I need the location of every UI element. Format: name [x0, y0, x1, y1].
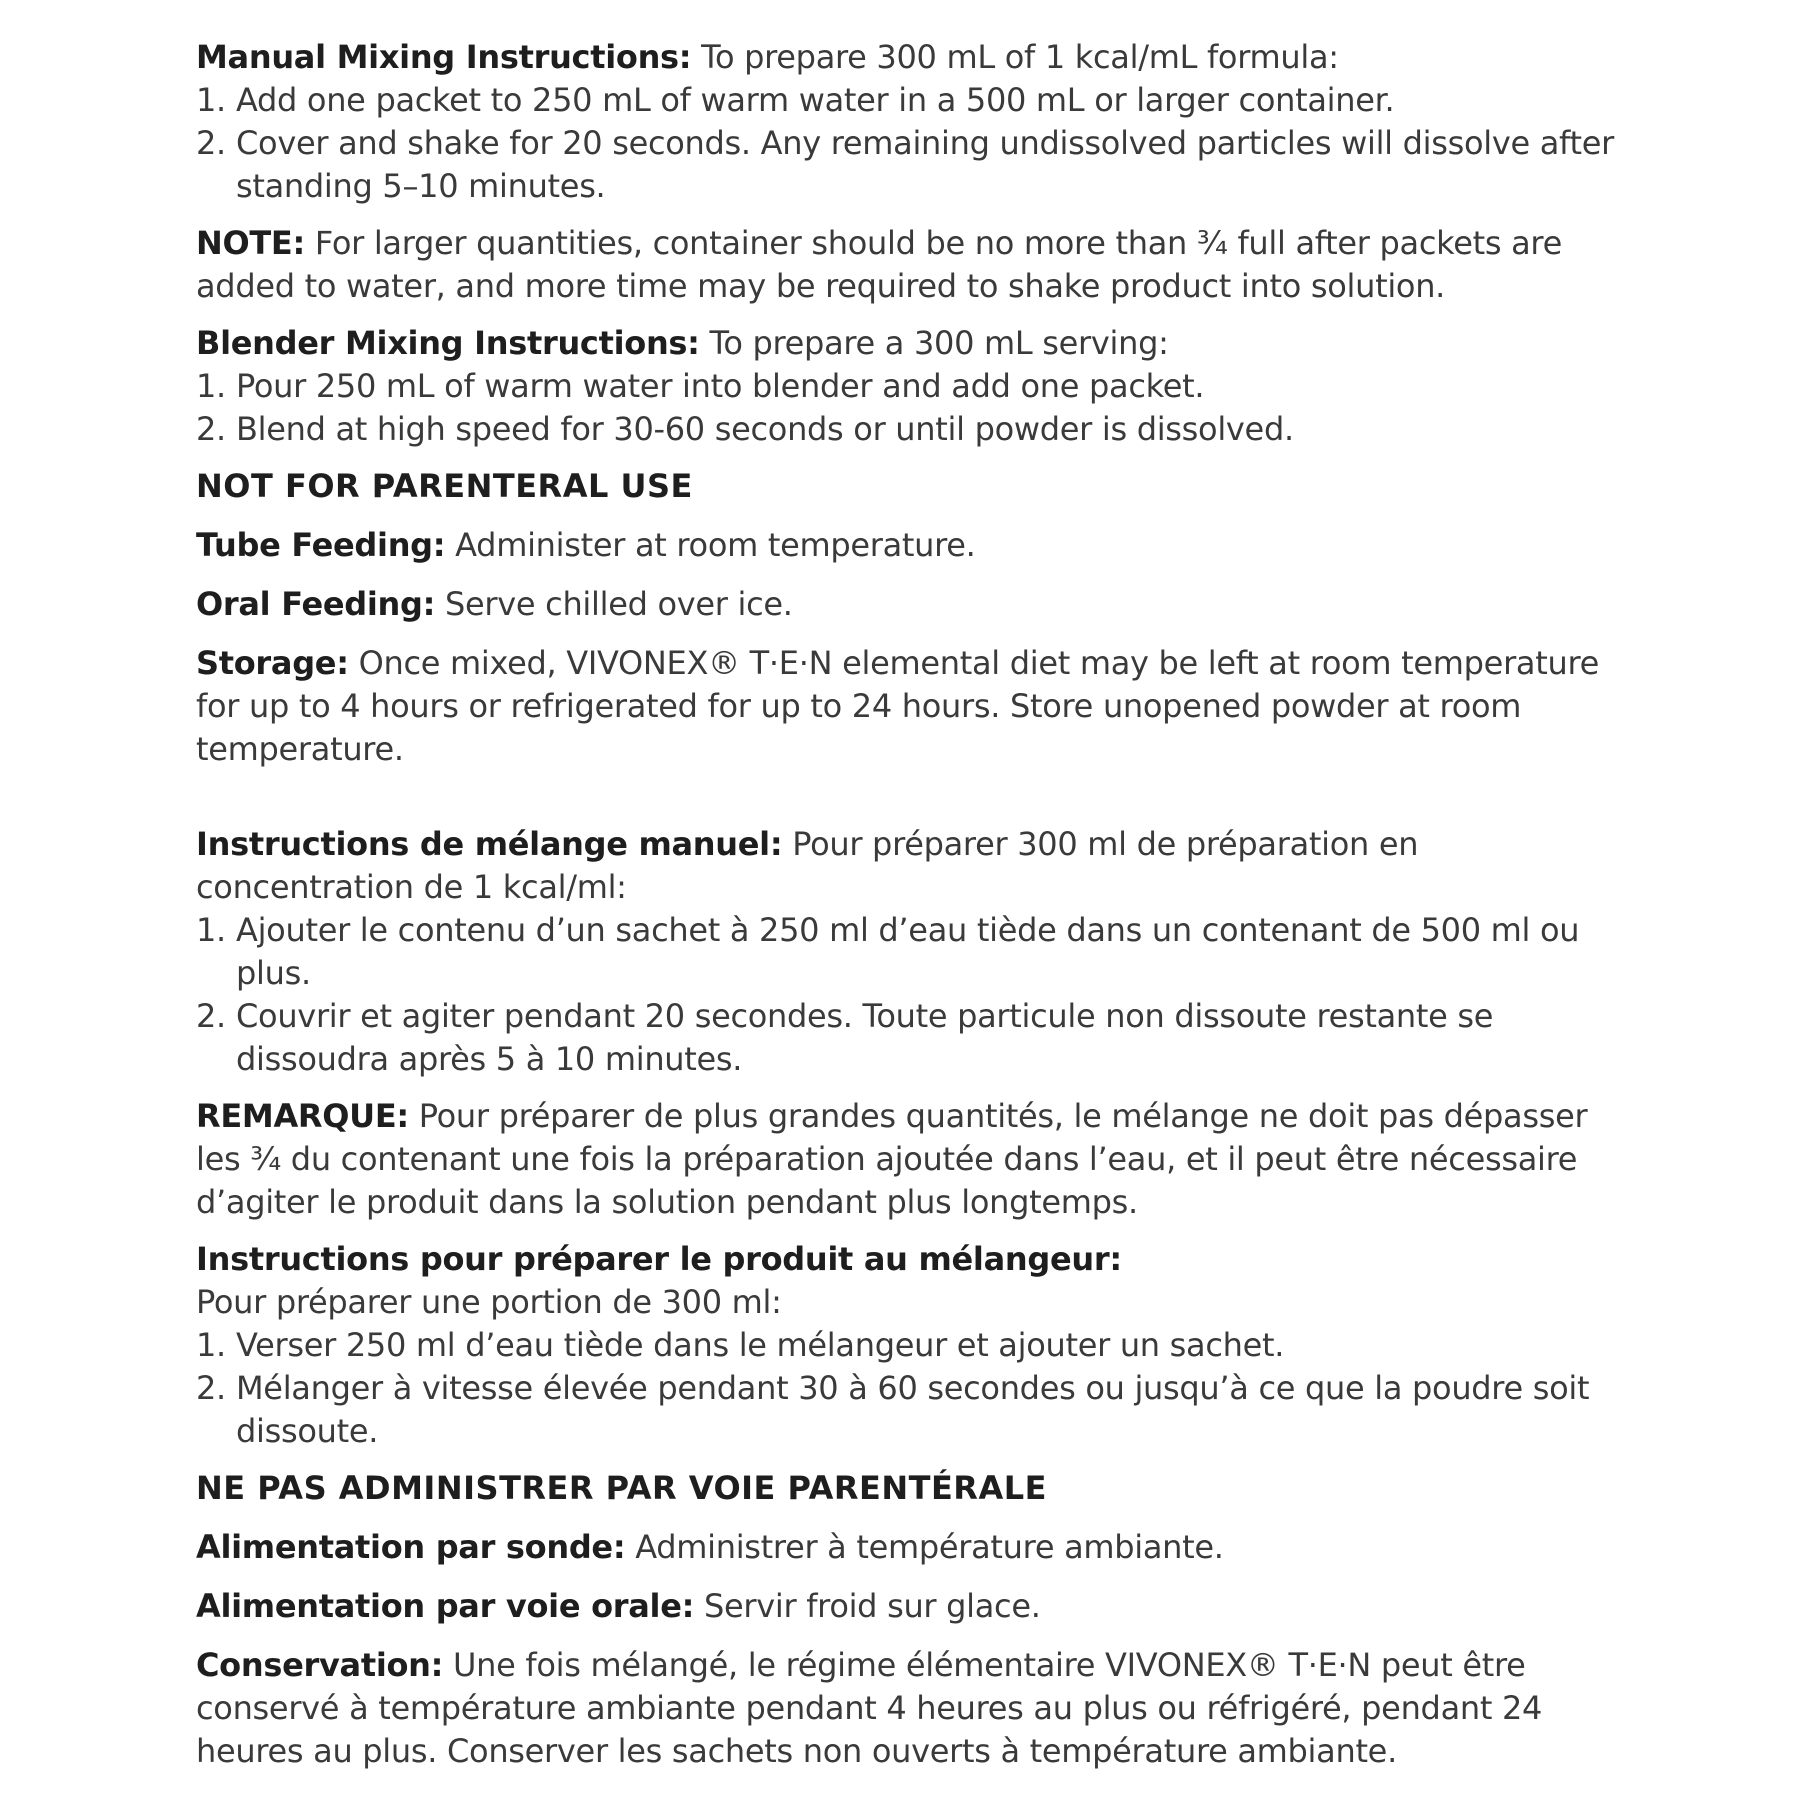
fr-manual-mixing-paragraph — [196, 823, 1636, 909]
instructions-document — [196, 36, 1636, 1773]
list-item — [196, 1367, 1636, 1453]
parenteral-warning: NOT FOR PARENTERAL USE — [196, 467, 693, 505]
list-item — [196, 909, 1636, 995]
step-text: Blend at high speed for 30-60 seconds or until powder is dissolved. — [236, 410, 1294, 448]
oral-feeding-text: Serve chilled over ice. — [435, 585, 793, 623]
fr-blender-mixing-steps — [196, 1324, 1636, 1453]
step-number: 1. — [196, 911, 226, 949]
step-text: Mélanger à vitesse élevée pendant 30 à 60 secondes ou jusqu’à ce que la poudre soit dissoute. — [236, 1369, 1590, 1450]
fr-parenteral-warning: NE PAS ADMINISTRER PAR VOIE PARENTÉRALE — [196, 1469, 1047, 1507]
fr-manual-mixing-intro: Pour préparer 300 ml de préparation en concentration de 1 kcal/ml: — [196, 825, 1419, 906]
note-text: For larger quantities, container should be no more than ¾ full after packets are added to water, and more time may be required to shake product into solution. — [196, 224, 1562, 305]
fr-storage-heading: Conservation: — [196, 1646, 444, 1684]
manual-mixing-intro: To prepare 300 mL of 1 kcal/mL formula: — [691, 38, 1339, 76]
note-heading: NOTE: — [196, 224, 305, 262]
note-paragraph — [196, 222, 1636, 308]
fr-note-heading: REMARQUE: — [196, 1097, 409, 1135]
fr-tube-feeding-paragraph — [196, 1526, 1636, 1569]
list-item — [196, 79, 1636, 122]
step-number: 1. — [196, 1326, 226, 1364]
oral-feeding-heading: Oral Feeding: — [196, 585, 436, 623]
fr-note-text: Pour préparer de plus grandes quantités, le mélange ne doit pas dépasser les ¾ du contenant une fois la préparation ajoutée dans l’eau, et il peut être nécessaire d’agiter le produit dans la solution pendant plus longtemps. — [196, 1097, 1588, 1221]
manual-mixing-heading: Manual Mixing Instructions: — [196, 38, 692, 76]
fr-oral-feeding-text: Servir froid sur glace. — [694, 1587, 1041, 1625]
fr-oral-feeding-paragraph — [196, 1585, 1636, 1628]
step-number: 2. — [196, 124, 226, 162]
step-number: 1. — [196, 367, 226, 405]
blender-mixing-steps — [196, 365, 1636, 451]
list-item — [196, 995, 1636, 1081]
list-item — [196, 122, 1636, 208]
step-text: Add one packet to 250 mL of warm water in a 500 mL or larger container. — [236, 81, 1395, 119]
oral-feeding-paragraph — [196, 583, 1636, 626]
fr-oral-feeding-heading: Alimentation par voie orale: — [196, 1587, 695, 1625]
fr-storage-text: Une fois mélangé, le régime élémentaire VIVONEX® T·E·N peut être conservé à température ambiante pendant 4 heures au plus ou réfrigéré, pendant 24 heures au plus. Conserver les sachets non ouverts à température ambiante. — [196, 1646, 1543, 1770]
blender-mixing-heading: Blender Mixing Instructions: — [196, 324, 700, 362]
fr-storage-paragraph — [196, 1644, 1636, 1773]
storage-paragraph — [196, 642, 1636, 771]
list-item — [196, 365, 1636, 408]
step-number: 1. — [196, 81, 226, 119]
fr-blender-mixing-intro: Pour préparer une portion de 300 ml: — [196, 1283, 782, 1321]
blender-mixing-paragraph — [196, 322, 1636, 365]
fr-blender-mixing-paragraph — [196, 1238, 1636, 1324]
list-item — [196, 408, 1636, 451]
blender-mixing-intro: To prepare a 300 mL serving: — [699, 324, 1169, 362]
tube-feeding-text: Administer at room temperature. — [445, 526, 976, 564]
step-text: Verser 250 ml d’eau tiède dans le mélangeur et ajouter un sachet. — [236, 1326, 1285, 1364]
fr-tube-feeding-text: Administrer à température ambiante. — [625, 1528, 1224, 1566]
fr-manual-mixing-steps — [196, 909, 1636, 1081]
storage-text: Once mixed, VIVONEX® T·E·N elemental diet may be left at room temperature for up to 4 hours or refrigerated for up to 24 hours. Store unopened powder at room temperature. — [196, 644, 1600, 768]
manual-mixing-steps — [196, 79, 1636, 208]
step-text: Cover and shake for 20 seconds. Any remaining undissolved particles will dissolve after standing 5–10 minutes. — [236, 124, 1614, 205]
list-item — [196, 1324, 1636, 1367]
tube-feeding-paragraph — [196, 524, 1636, 567]
step-number: 2. — [196, 410, 226, 448]
step-text: Pour 250 mL of warm water into blender and add one packet. — [236, 367, 1205, 405]
step-number: 2. — [196, 997, 226, 1035]
fr-manual-mixing-heading: Instructions de mélange manuel: — [196, 825, 783, 863]
manual-mixing-paragraph — [196, 36, 1636, 79]
fr-tube-feeding-heading: Alimentation par sonde: — [196, 1528, 626, 1566]
tube-feeding-heading: Tube Feeding: — [196, 526, 446, 564]
english-section — [196, 36, 1636, 771]
fr-blender-mixing-heading: Instructions pour préparer le produit au mélangeur: — [196, 1240, 1122, 1278]
french-section — [196, 823, 1636, 1773]
step-number: 2. — [196, 1369, 226, 1407]
step-text: Couvrir et agiter pendant 20 secondes. Toute particule non dissoute restante se dissoudra après 5 à 10 minutes. — [236, 997, 1494, 1078]
storage-heading: Storage: — [196, 644, 349, 682]
fr-note-paragraph — [196, 1095, 1636, 1224]
step-text: Ajouter le contenu d’un sachet à 250 ml d’eau tiède dans un contenant de 500 ml ou plus. — [236, 911, 1580, 992]
